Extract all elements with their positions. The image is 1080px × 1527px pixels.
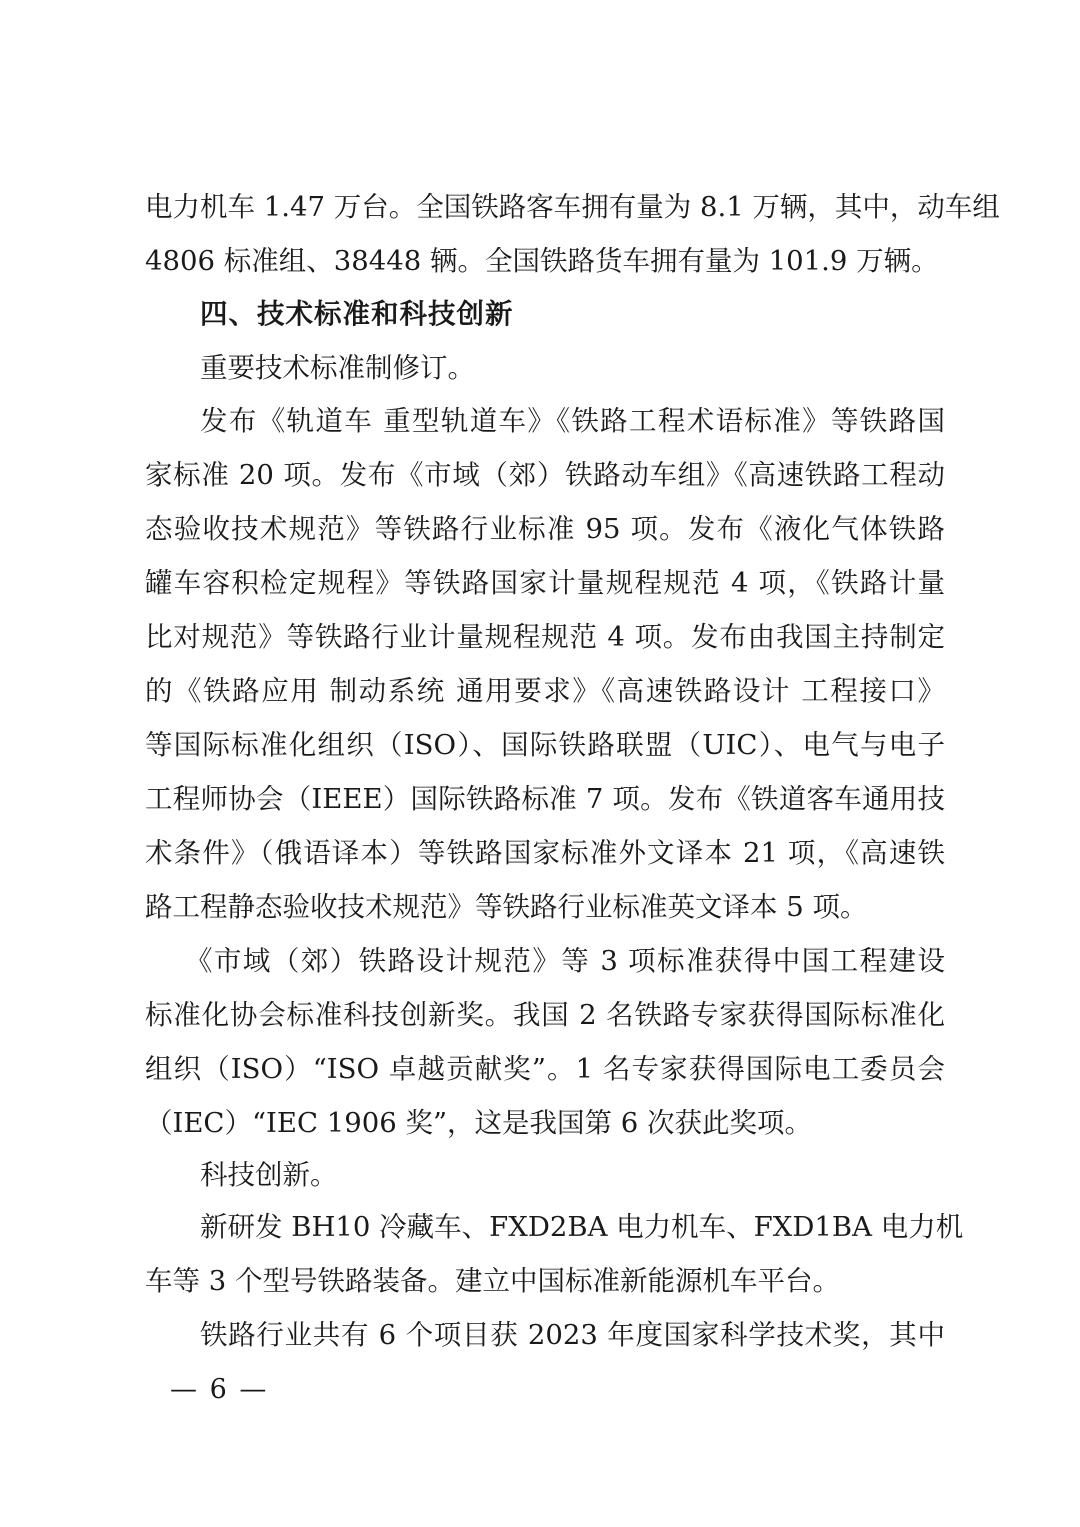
body-line: 工程师协会（IEEE）国际铁路标准 7 项。发布《铁道客车通用技 xyxy=(145,783,945,815)
body-line: （IEC）“IEC 1906 奖”，这是我国第 6 次获此奖项。 xyxy=(145,1107,813,1139)
body-line: 等国际标准化组织（ISO）、国际铁路联盟（UIC）、电气与电子 xyxy=(145,729,945,761)
section-heading: 四、技术标准和科技创新 xyxy=(200,298,514,330)
subsection-title: 科技创新。 xyxy=(200,1159,338,1191)
body-line: 新研发 BH10 冷藏车、FXD2BA 电力机车、FXD1BA 电力机 xyxy=(200,1211,964,1243)
body-line: 发布《轨道车 重型轨道车》《铁路工程术语标准》等铁路国 xyxy=(200,405,945,437)
subsection-title: 重要技术标准制修订。 xyxy=(200,352,475,384)
body-line: 标准化协会标准科技创新奖。我国 2 名铁路专家获得国际标准化 xyxy=(145,999,945,1031)
body-line: 术条件》（俄语译本）等铁路国家标准外文译本 21 项，《高速铁 xyxy=(145,837,945,869)
body-line: 组织（ISO）“ISO 卓越贡献奖”。1 名专家获得国际电工委员会 xyxy=(145,1053,945,1085)
body-line: 比对规范》等铁路行业计量规程规范 4 项。发布由我国主持制定 xyxy=(145,621,945,653)
body-line: 电力机车 1.47 万台。全国铁路客车拥有量为 8.1 万辆，其中，动车组 xyxy=(145,191,1000,223)
body-line: 4806 标准组、38448 辆。全国铁路货车拥有量为 101.9 万辆。 xyxy=(145,245,939,277)
body-line: 《市域（郊）铁路设计规范》等 3 项标准获得中国工程建设 xyxy=(185,945,945,977)
page-number: — 6 — xyxy=(170,1374,269,1405)
body-line: 路工程静态验收技术规范》等铁路行业标准英文译本 5 项。 xyxy=(145,891,868,923)
body-line: 罐车容积检定规程》等铁路国家计量规程规范 4 项，《铁路计量 xyxy=(145,567,945,599)
body-line: 家标准 20 项。发布《市域（郊）铁路动车组》《高速铁路工程动 xyxy=(145,459,945,491)
body-line: 态验收技术规范》等铁路行业标准 95 项。发布《液化气体铁路 xyxy=(145,513,945,545)
body-line: 车等 3 个型号铁路装备。建立中国标准新能源机车平台。 xyxy=(145,1265,840,1297)
body-line: 铁路行业共有 6 个项目获 2023 年度国家科学技术奖，其中 xyxy=(200,1319,945,1351)
body-line: 的《铁路应用 制动系统 通用要求》《高速铁路设计 工程接口》 xyxy=(145,675,945,707)
